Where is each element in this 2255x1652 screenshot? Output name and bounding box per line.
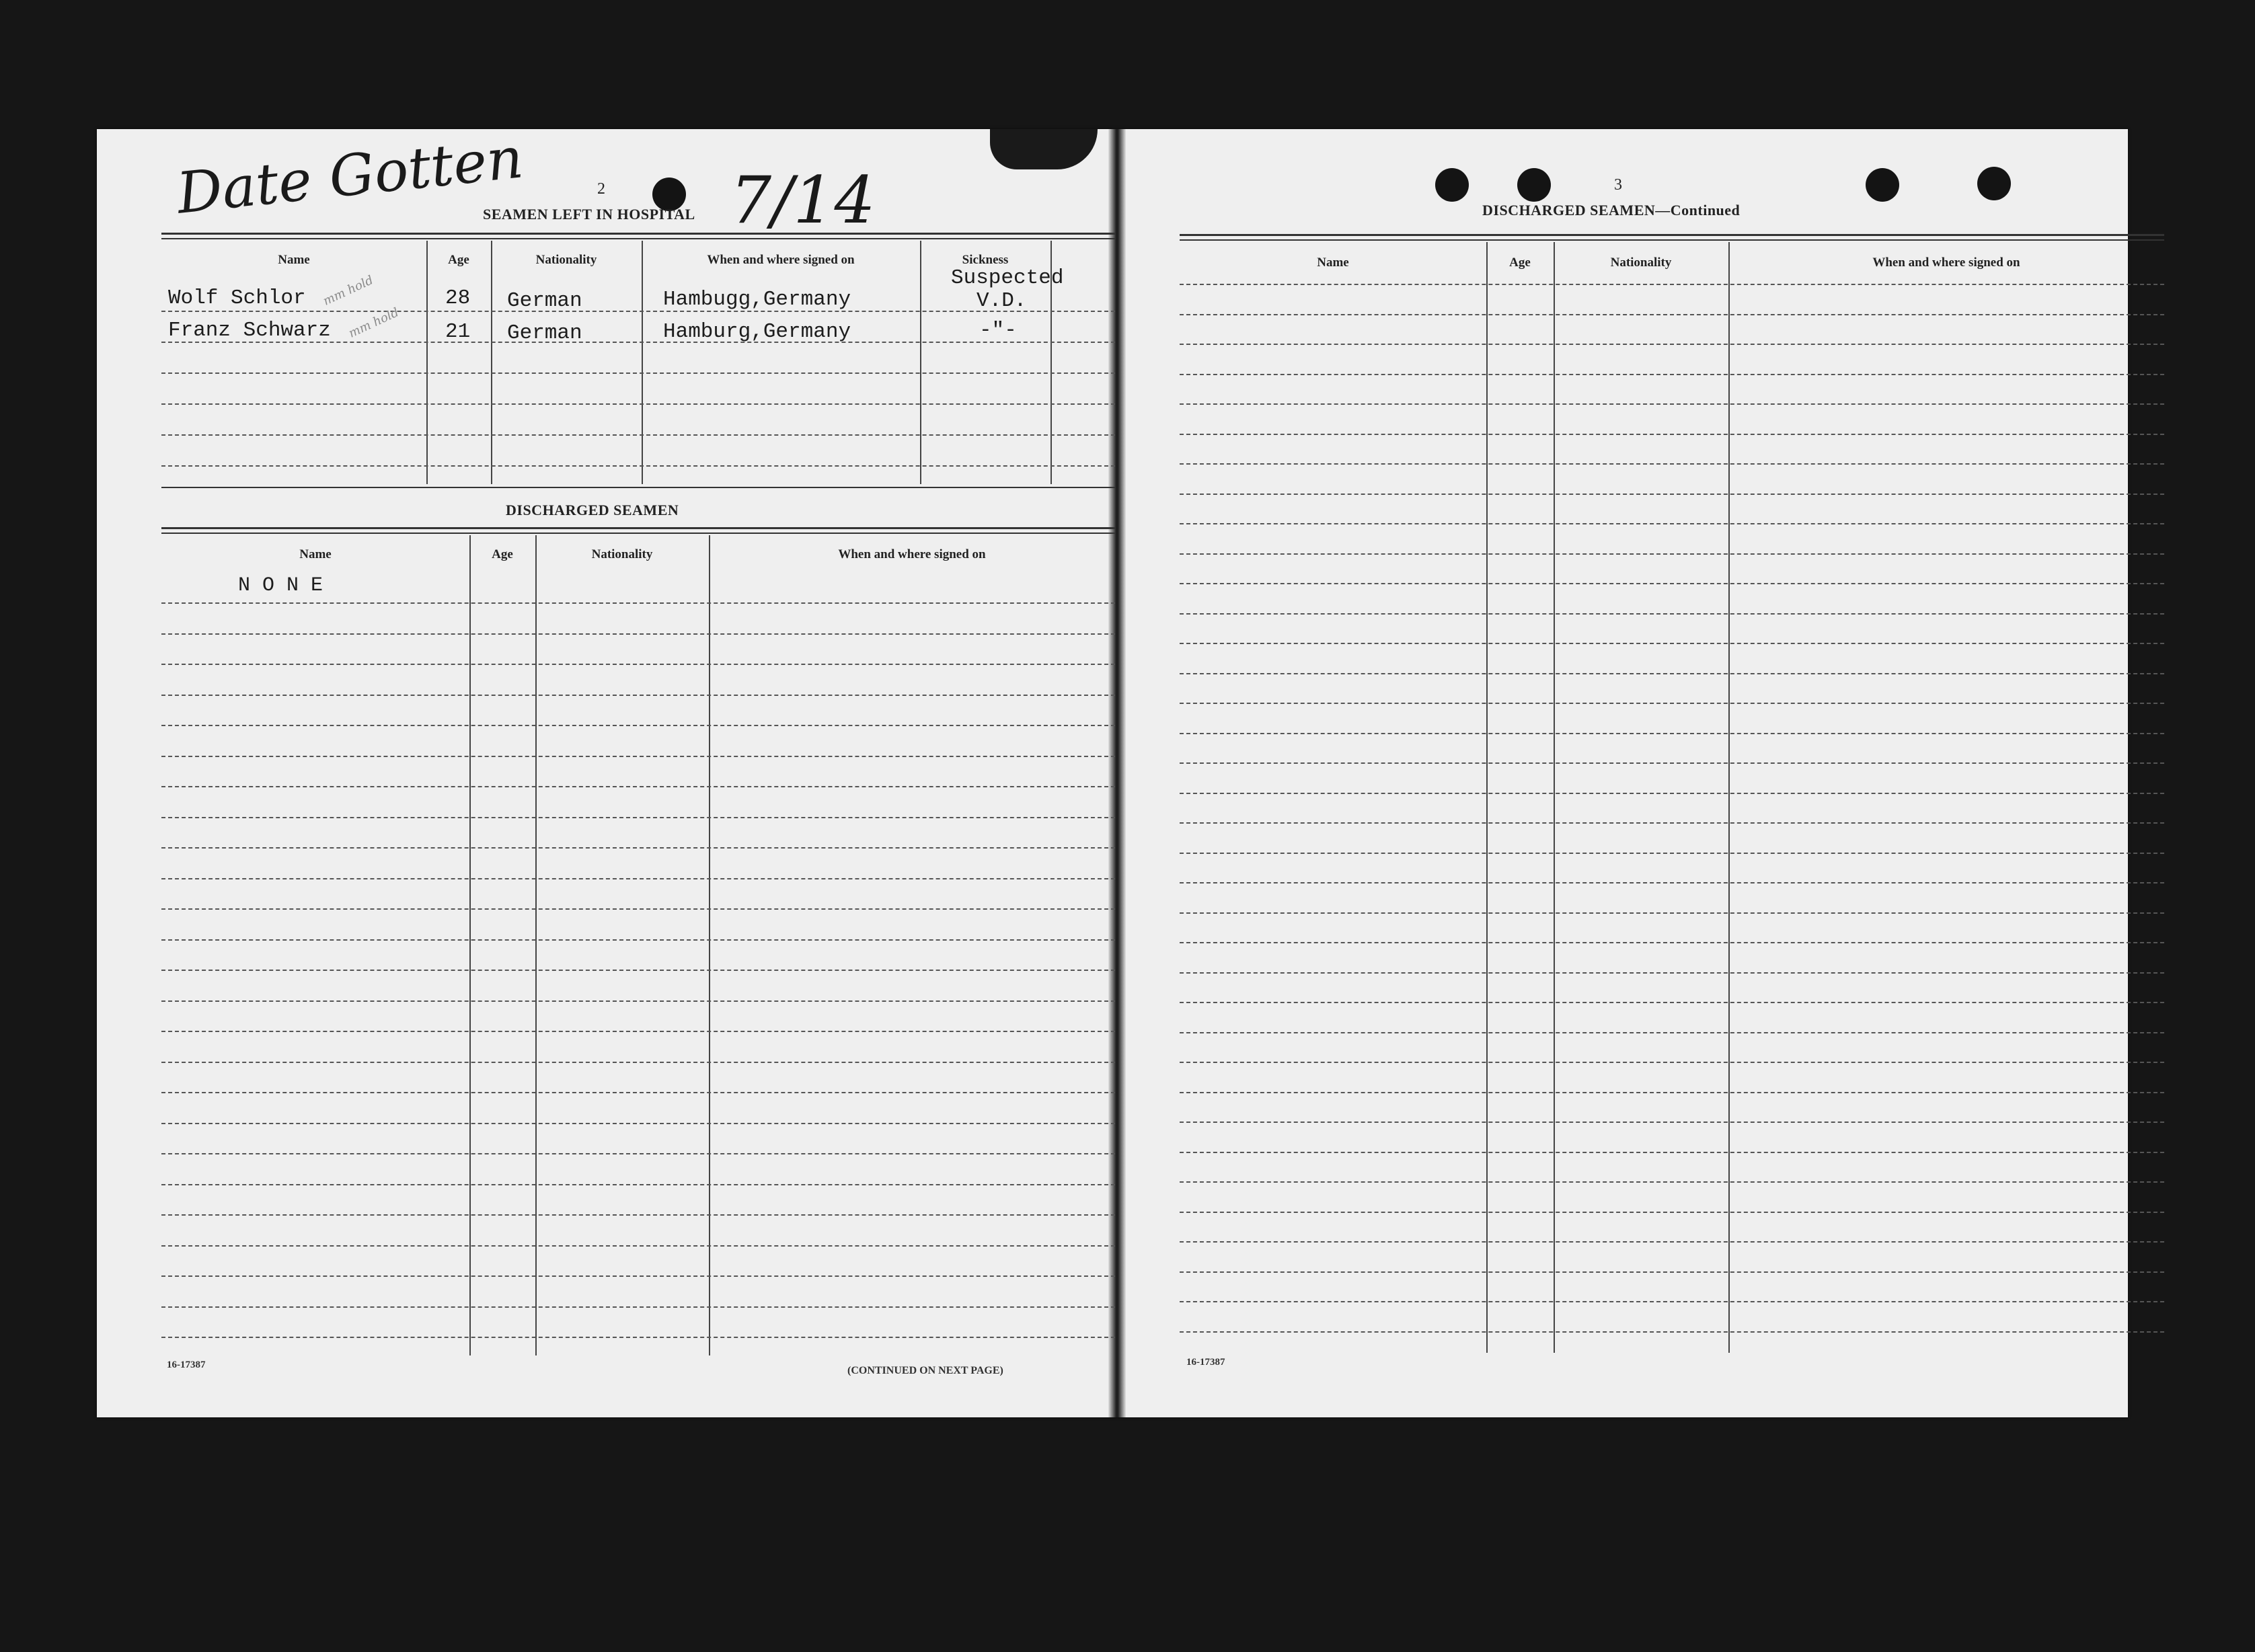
row-rule [1180,1331,2164,1333]
seaman-name: Franz Schwarz [168,319,331,342]
row-rule [161,311,1115,312]
row-rule [161,633,1115,635]
row-rule [1180,1212,2164,1213]
seaman-age: 28 [445,286,471,310]
row-rule [161,1184,1115,1185]
column-header-name: Name [278,253,310,267]
punch-hole [1517,168,1551,202]
form-code-left: 16-17387 [167,1360,206,1370]
row-rule [1180,1241,2164,1243]
row-rule [1180,613,2164,615]
row-rule [161,970,1115,971]
row-rule [1180,1002,2164,1003]
row-rule [1180,853,2164,854]
seaman-sickness: -"- [979,319,1017,342]
column-divider [469,535,471,1355]
row-rule [1180,1271,2164,1273]
handwritten-annotation: mm hold [321,273,376,309]
discharged-continued-table [1180,242,2164,1353]
handwritten-note: Date Gotten [174,124,527,227]
punch-hole [1435,168,1469,202]
row-rule [161,1214,1115,1216]
row-rule [1180,1301,2164,1302]
hospital-table [161,241,1115,484]
row-rule [1180,822,2164,824]
divider [1180,234,2164,236]
row-rule [161,1306,1115,1308]
row-rule [1180,523,2164,524]
row-rule [161,1245,1115,1247]
none-entry: N O N E [238,574,323,597]
column-header-nationality: Nationality [1610,255,1672,270]
divider [161,527,1115,529]
discharged-table [161,535,1115,1355]
row-rule [1180,284,2164,285]
row-rule [161,817,1115,818]
seaman-sickness-detail: V.D. [977,289,1027,313]
row-rule [1180,1152,2164,1153]
row-rule [161,372,1115,374]
column-divider [535,535,537,1355]
row-rule [161,725,1115,726]
column-divider [709,535,710,1355]
handwritten-date: 7/14 [730,163,876,238]
page-number-left: 2 [597,180,605,198]
divider [1180,239,2164,241]
column-header-age: Age [448,253,469,267]
column-header-nationality: Nationality [535,253,597,267]
column-header-name: Name [299,547,332,561]
row-rule [161,695,1115,696]
handwritten-annotation: mm hold [346,305,402,341]
row-rule [1180,494,2164,495]
row-rule [1180,882,2164,883]
column-header-age: Age [492,547,513,561]
row-rule [1180,1032,2164,1033]
row-rule [1180,942,2164,943]
row-rule [1180,583,2164,584]
column-header-age: Age [1509,255,1531,270]
right-section-title: DISCHARGED SEAMEN—Continued [1482,202,1741,219]
row-rule [161,1062,1115,1063]
divider [161,487,1115,488]
punch-hole [1866,168,1899,202]
row-rule [161,403,1115,405]
column-divider [426,241,428,484]
row-rule [1180,673,2164,674]
continued-note: (CONTINUED ON NEXT PAGE) [847,1365,1003,1376]
row-rule [1180,1062,2164,1063]
row-rule [1180,793,2164,794]
hospital-section-title: SEAMEN LEFT IN HOSPITAL [483,206,695,223]
torn-edge [990,129,1098,169]
seaman-nationality: German [507,289,582,313]
row-rule [1180,314,2164,315]
row-rule [161,756,1115,757]
row-rule [161,1000,1115,1002]
discharged-section-title: DISCHARGED SEAMEN [506,502,679,518]
divider [161,233,1115,235]
row-rule [1180,434,2164,435]
row-rule [1180,403,2164,405]
row-rule [1180,1122,2164,1123]
row-rule [161,434,1115,436]
row-rule [161,465,1115,467]
row-rule [1180,972,2164,974]
seaman-age: 21 [445,320,471,344]
row-rule [161,1275,1115,1277]
column-divider [642,241,643,484]
row-rule [161,847,1115,849]
column-divider [920,241,921,484]
column-divider [1554,242,1555,1353]
column-divider [491,241,492,484]
row-rule [1180,733,2164,734]
row-rule [1180,463,2164,465]
row-rule [1180,703,2164,704]
document-sheet [97,124,2128,1417]
row-rule [161,664,1115,665]
row-rule [161,1031,1115,1032]
column-header-signed-on: When and where signed on [1872,255,2020,270]
row-rule [161,1337,1115,1338]
row-rule [161,908,1115,910]
column-header-sickness: Sickness [962,253,1009,267]
row-rule [1180,374,2164,375]
row-rule [1180,1092,2164,1093]
punch-hole [1977,167,2011,200]
seaman-sickness: Suspected [951,266,1064,290]
seaman-nationality: German [507,321,582,345]
column-divider [1728,242,1730,1353]
divider [161,238,1115,239]
column-header-signed-on: When and where signed on [838,547,986,561]
row-rule [161,1123,1115,1124]
row-rule [161,786,1115,787]
row-rule [1180,1181,2164,1183]
seaman-signed-on: Hamburg,Germany [663,320,851,344]
row-rule [1180,643,2164,644]
page-number-right: 3 [1614,176,1622,194]
column-header-signed-on: When and where signed on [707,253,855,267]
column-header-name: Name [1317,255,1349,270]
row-rule [1180,553,2164,555]
row-rule [1180,762,2164,764]
column-divider [1486,242,1488,1353]
row-rule [161,1092,1115,1093]
row-rule [1180,912,2164,914]
row-rule [1180,344,2164,345]
row-rule [161,939,1115,941]
seaman-name: Wolf Schlor [168,286,306,310]
form-code-right: 16-17387 [1186,1357,1225,1368]
divider [161,533,1115,534]
row-rule [161,878,1115,879]
seaman-signed-on: Hambugg,Germany [663,288,851,311]
column-header-nationality: Nationality [591,547,653,561]
row-rule [161,602,1115,604]
row-rule [161,1153,1115,1154]
